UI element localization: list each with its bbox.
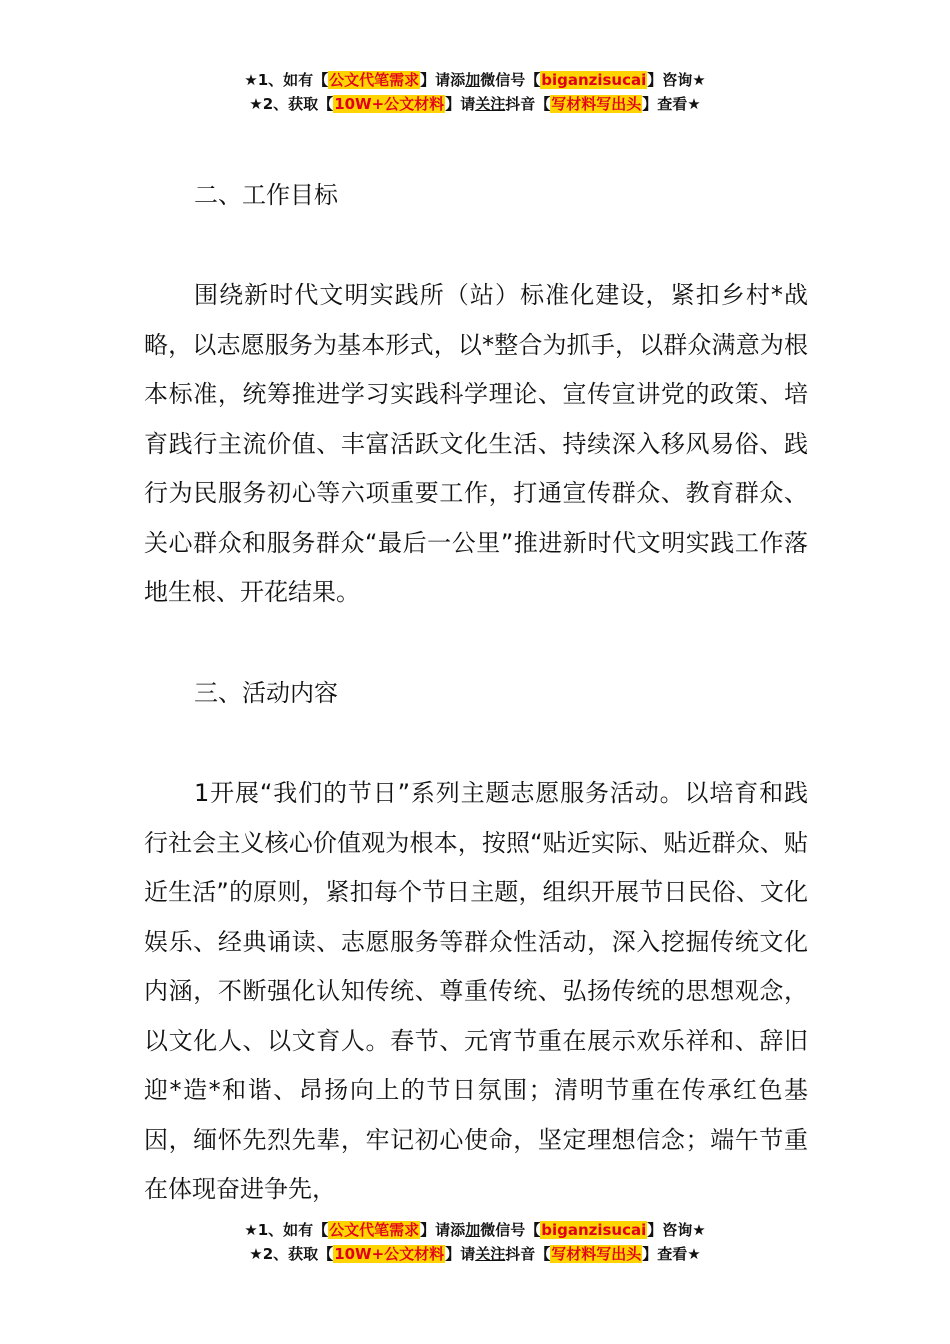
promo-banner-top: [0, 68, 950, 116]
promo-line-2: [0, 92, 950, 116]
promo-line-2: [0, 1242, 950, 1266]
promo-text: 微信号【: [480, 71, 541, 89]
promo-text-underlined: 加: [465, 71, 481, 89]
promo-text: 】请添: [420, 71, 466, 89]
promo-text: 微信号【: [480, 1221, 541, 1239]
promo-highlight: 公文代笔需求: [329, 71, 420, 89]
promo-wechat-id: biganzisucai: [541, 71, 647, 89]
promo-banner-bottom: [0, 1218, 950, 1266]
promo-text: 】请: [445, 1245, 476, 1263]
promo-highlight: 10W+公文材料: [334, 1245, 445, 1263]
promo-text: 】咨询★: [647, 1221, 706, 1239]
promo-highlight: 公文代笔需求: [329, 1221, 420, 1239]
promo-wechat-id: biganzisucai: [541, 1221, 647, 1239]
activities-paragraph-block: [144, 769, 808, 1215]
activities-paragraph: 1开展“我们的节日”系列主题志愿服务活动。以培育和践行社会主义核心价值观为根本，按照“贴近实际、贴近群众、贴近生活”的原则，紧扣每个节日主题，组织开展节日民俗、文化娱乐、经典诵读、志愿服务等群众性活动，深入挖掘传统文化内涵，不断强化认知传统、尊重传统、弘扬传统的思想观念，以文化人、以文育人。春节、元宵节重在展示欢乐祥和、辞旧迎*造*和谐、昂扬向上的节日氛围；清明节重在传承红色基因，缅怀先烈先辈，牢记初心使命，坚定理想信念；端午节重在体现奋进争先，: [144, 779, 808, 1203]
promo-text: 】请: [445, 95, 476, 113]
promo-text: 】请添: [420, 1221, 466, 1239]
promo-douyin-id: 写材料写出头: [551, 1245, 642, 1263]
promo-text: ★2、获取【: [249, 95, 334, 113]
promo-text: 】查看★: [642, 1245, 701, 1263]
promo-text: 抖音【: [505, 1245, 551, 1263]
promo-highlight: 10W+公文材料: [334, 95, 445, 113]
promo-text: 】查看★: [642, 95, 701, 113]
section-heading-activities: 三、活动内容: [194, 679, 338, 707]
promo-text-underlined: 关注: [475, 1245, 506, 1263]
promo-line-1: [0, 1218, 950, 1242]
promo-text-underlined: 加: [465, 1221, 481, 1239]
promo-text: ★1、如有【: [244, 1221, 329, 1239]
section-heading-goals: 二、工作目标: [194, 181, 338, 209]
promo-text-underlined: 关注: [475, 95, 506, 113]
promo-text: 抖音【: [505, 95, 551, 113]
promo-text: 】咨询★: [647, 71, 706, 89]
goals-paragraph-block: [144, 271, 808, 618]
promo-douyin-id: 写材料写出头: [551, 95, 642, 113]
promo-line-1: [0, 68, 950, 92]
promo-text: ★2、获取【: [249, 1245, 334, 1263]
goals-paragraph: 围绕新时代文明实践所（站）标准化建设，紧扣乡村*战略，以志愿服务为基本形式，以*整合为抓手，以群众满意为根本标准，统筹推进学习实践科学理论、宣传宣讲党的政策、培育践行主流价值、丰富活跃文化生活、持续深入移风易俗、践行为民服务初心等六项重要工作，打通宣传群众、教育群众、关心群众和服务群众“最后一公里”推进新时代文明实践工作落地生根、开花结果。: [144, 281, 808, 606]
promo-text: ★1、如有【: [244, 71, 329, 89]
